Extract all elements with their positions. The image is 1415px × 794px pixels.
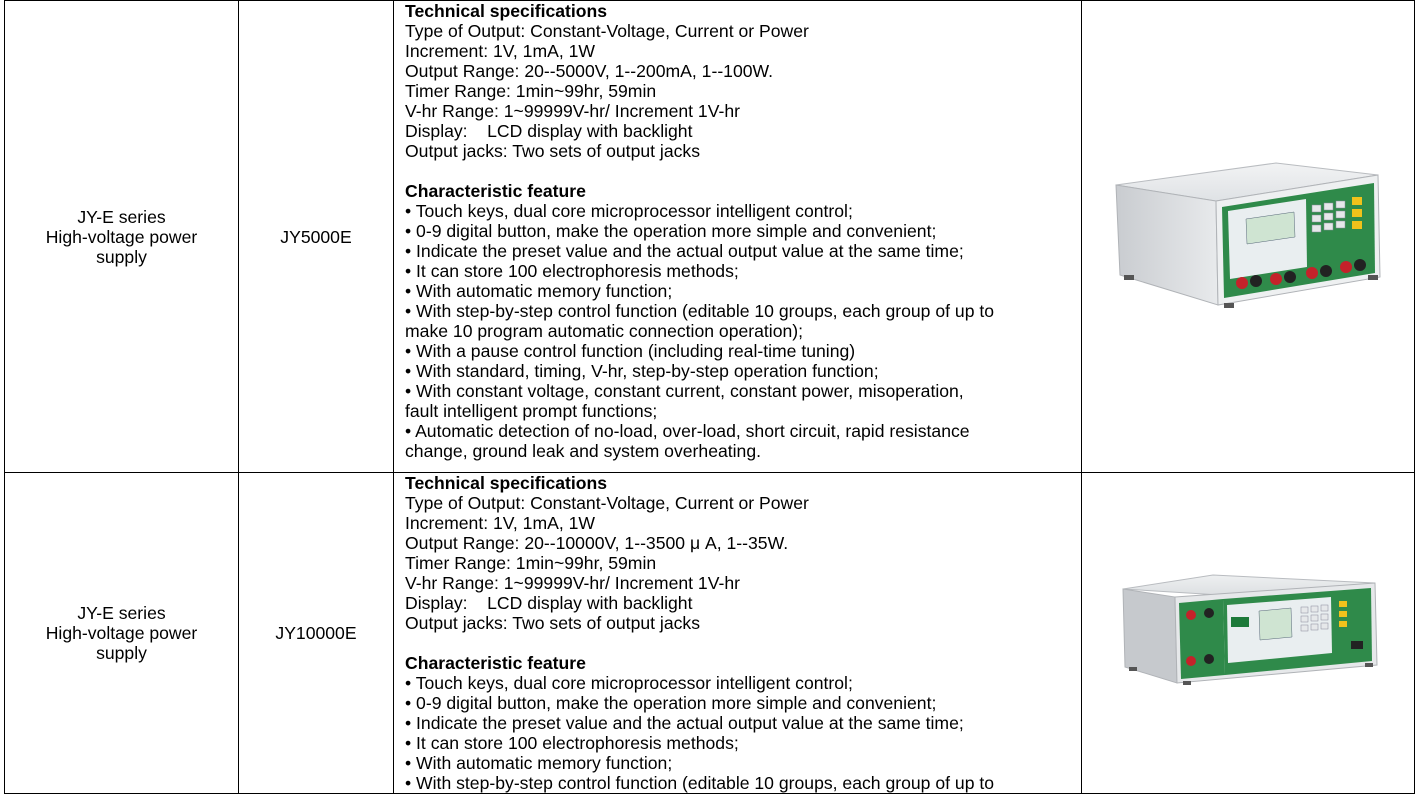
model-name: JY5000E [280,226,352,247]
feature-line: • With automatic memory function; [405,753,673,773]
product-table [4,0,1415,794]
series-line: supply [96,246,147,267]
feature-line: • Indicate the preset value and the actual output value at the same time; [405,241,964,261]
feature-line: • It can store 100 electrophoresis methods; [405,733,739,753]
feature-heading: Characteristic feature [405,653,586,673]
feature-line: • Touch keys, dual core microprocessor intelligent control; [405,201,853,221]
tech-line: Output jacks: Two sets of output jacks [405,613,701,633]
tech-line: Output jacks: Two sets of output jacks [405,141,701,161]
series-line: supply [96,643,147,663]
spec-cell [394,1,1082,473]
product-image-cell [1082,1,1415,473]
feature-line: • With automatic memory function; [405,281,673,301]
series-line: High-voltage power [45,226,198,247]
model-cell [239,1,394,473]
model-name: JY10000E [275,623,357,643]
feature-line: change, ground leak and system overheating. [405,441,762,461]
feature-line: • 0-9 digital button, make the operation more simple and convenient; [405,221,937,241]
tech-line: Type of Output: Constant-Voltage, Current or Power [405,493,809,513]
feature-line: • With constant voltage, constant current, constant power, misoperation, [405,381,964,401]
table-row [5,1,1415,473]
feature-line: make 10 program automatic connection operation); [405,321,804,341]
tech-line: Display: LCD display with backlight [405,121,693,141]
feature-heading: Characteristic feature [405,181,586,201]
product-image-cell [1082,473,1415,794]
feature-line: • 0-9 digital button, make the operation more simple and convenient; [405,693,937,713]
jy5000e-product-image [1106,155,1391,315]
tech-line: Timer Range: 1min~99hr, 59min [405,81,657,101]
tech-line: Type of Output: Constant-Voltage, Current or Power [405,21,809,41]
feature-line: • With a pause control function (including real-time tuning) [405,341,856,361]
series-line: High-voltage power [45,623,198,643]
feature-line: fault intelligent prompt functions; [405,401,658,421]
table-row [5,473,1415,794]
tech-line: V-hr Range: 1~99999V-hr/ Increment 1V-hr [405,101,740,121]
tech-line: Output Range: 20--10000V, 1--3500 μ A, 1--35W. [405,533,789,553]
feature-line: • Automatic detection of no-load, over-load, short circuit, rapid resistance [405,421,970,441]
series-line: JY-E series [77,603,166,623]
feature-line: • With step-by-step control function (editable 10 groups, each group of up to [405,773,995,793]
tech-line: Increment: 1V, 1mA, 1W [405,41,596,61]
tech-line: Timer Range: 1min~99hr, 59min [405,553,657,573]
tech-line: Output Range: 20--5000V, 1--200mA, 1--100W. [405,61,774,81]
series-cell [5,1,239,473]
tech-line: Display: LCD display with backlight [405,593,693,613]
feature-line: • Touch keys, dual core microprocessor intelligent control; [405,673,853,693]
tech-heading: Technical specifications [405,473,608,493]
model-cell [239,473,394,794]
feature-line: • Indicate the preset value and the actual output value at the same time; [405,713,964,733]
feature-line: • With step-by-step control function (editable 10 groups, each group of up to [405,301,995,321]
series-line: JY-E series [77,206,166,227]
tech-line: V-hr Range: 1~99999V-hr/ Increment 1V-hr [405,573,740,593]
spec-cell [394,473,1082,794]
feature-line: • It can store 100 electrophoresis methods; [405,261,739,281]
tech-heading: Technical specifications [405,1,608,21]
series-cell [5,473,239,794]
jy10000e-product-image [1113,571,1383,691]
tech-line: Increment: 1V, 1mA, 1W [405,513,596,533]
feature-line: • With standard, timing, V-hr, step-by-step operation function; [405,361,879,381]
